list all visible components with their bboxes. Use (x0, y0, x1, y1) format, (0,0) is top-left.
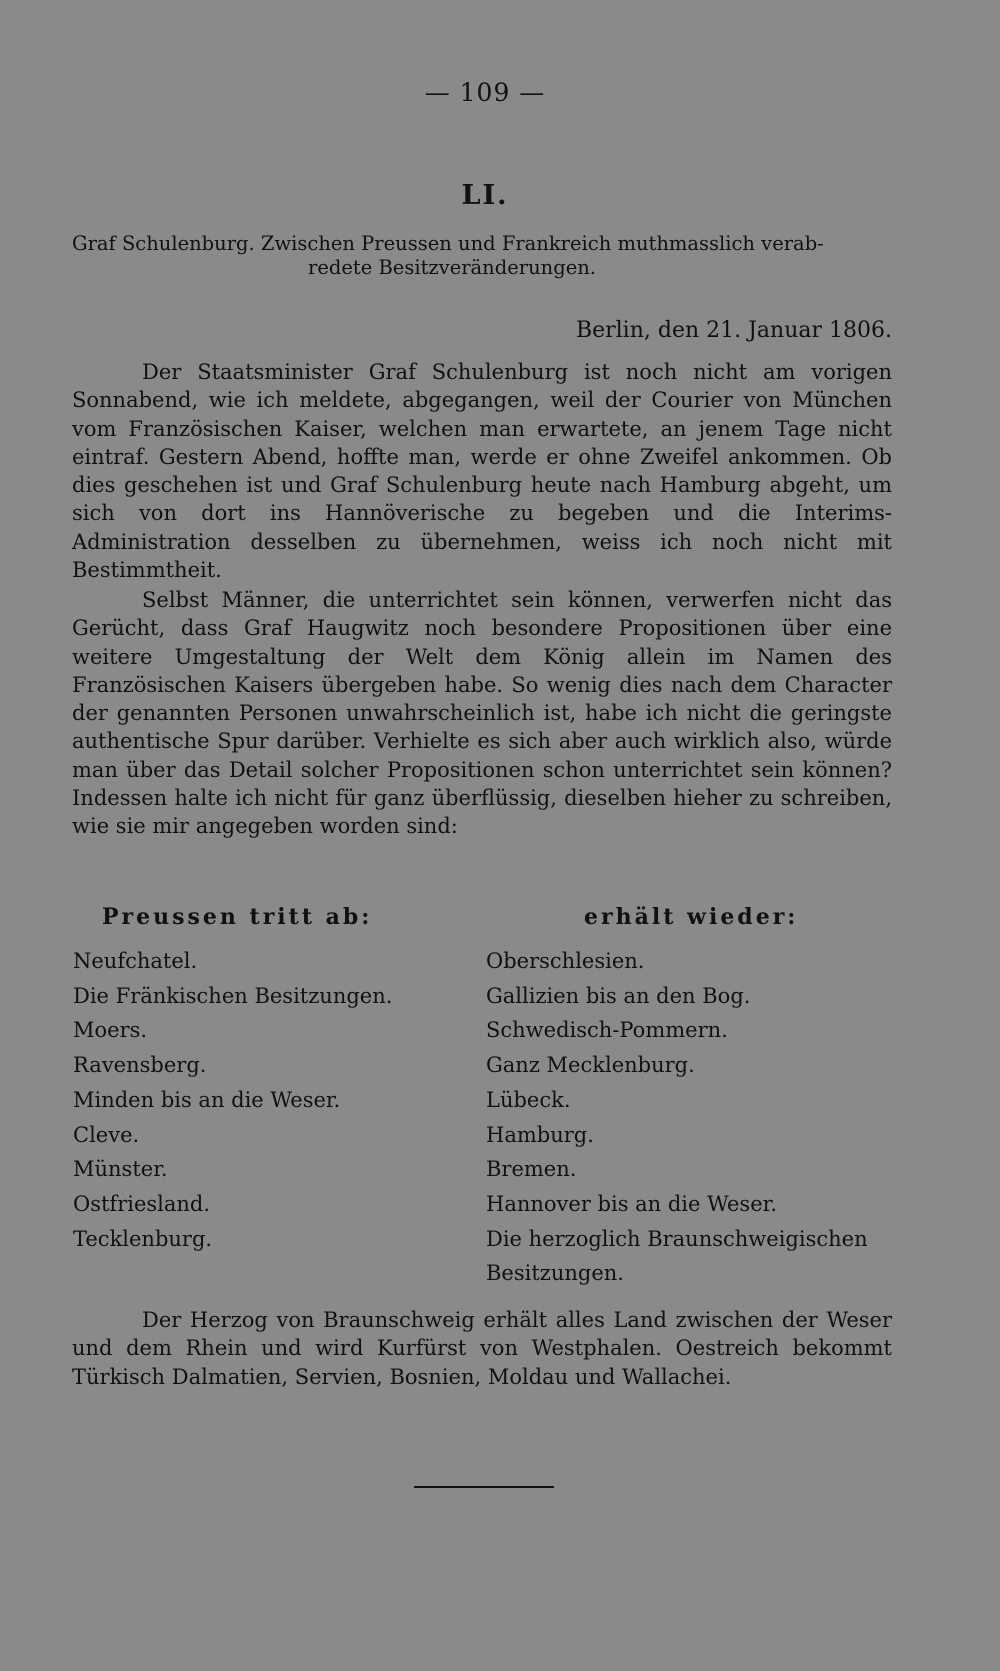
paragraph-text: Selbst Männer, die unterrichtet sein können, verwerfen nicht das Gerücht, dass Graf Haugwitz noch besondere Propositionen über eine weitere Umgestaltung der Welt dem König allein im Namen des Französischen Kaisers übergeben habe. So wenig dies nach dem Character der genannten Personen unwahrscheinlich ist, habe ich nicht die geringste authentische Spur darüber. Verhielte es sich aber auch wirklich also, würde man über das Detail solcher Propositionen schon unterrichtet sein können? Indessen halte ich nicht für ganz überflüssig, dieselben hieher zu schreiben, wie sie mir angegeben worden sind: (72, 588, 892, 839)
closing-rule (414, 1486, 554, 1488)
list-receives (486, 944, 896, 1291)
paragraph-3 (72, 1306, 892, 1391)
list-header-cedes: Preussen tritt ab: (102, 904, 373, 930)
list-item: Moers. (73, 1018, 148, 1043)
summary-line-2: redete Besitzveränderungen. (308, 256, 596, 279)
section-summary (72, 232, 892, 280)
list-item: Bremen. (486, 1157, 577, 1182)
page-number: — 109 — (424, 78, 546, 107)
list-item: Hannover bis an die Weser. (486, 1191, 778, 1216)
list-item: Lübeck. (486, 1087, 571, 1112)
list-item: Neufchatel. (73, 949, 198, 973)
list-cedes (73, 944, 392, 1256)
paragraph-text: Der Staatsminister Graf Schulenburg ist noch nicht am vorigen Sonnabend, wie ich meldete, abgegangen, weil der Courier von München vom Französischen Kaiser, welchen man erwartete, an jenem Tage nicht eintraf. Gestern Abend, hoffte man, werde er ohne Zweifel ankommen. Ob dies geschehen ist und Graf Schulenburg heute nach Hamburg abgeht, um sich von dort ins Hannöverische zu begeben und die Interims-Administration desselben zu übernehmen, weiss ich noch nicht mit Bestimmtheit. (72, 360, 892, 583)
list-item: Gallizien bis an den Bog. (486, 983, 751, 1008)
list-item: Minden bis an die Weser. (73, 1087, 341, 1112)
list-item: Tecklenburg. (73, 1226, 213, 1251)
list-item: Schwedisch-Pommern. (486, 1018, 728, 1043)
list-item: Die Fränkischen Besitzungen. (73, 983, 393, 1008)
section-number: LI. (461, 180, 509, 211)
paragraph-2 (72, 586, 892, 841)
list-item: Ravensberg. (73, 1053, 207, 1078)
list-item: Cleve. (73, 1122, 140, 1147)
paragraph-text: Der Herzog von Braunschweig erhält alles Land zwischen der Weser und dem Rhein und wird Kurfürst von Westphalen. Oestreich bekommt Türkisch Dalmatien, Servien, Bosnien, Moldau und Wallachei. (72, 1308, 892, 1389)
list-item: Hamburg. (486, 1122, 594, 1147)
list-header-receives: erhält wieder: (584, 904, 799, 930)
list-item: Ostfriesland. (73, 1191, 211, 1216)
list-item: Die herzoglich Braunschweigischen Besitzungen. (486, 1226, 868, 1286)
summary-line-1: Graf Schulenburg. Zwischen Preussen und Frankreich muthmasslich verab- (72, 232, 824, 255)
dateline: Berlin, den 21. Januar 1806. (575, 318, 892, 343)
list-item: Münster. (73, 1157, 168, 1182)
list-item: Oberschlesien. (486, 949, 645, 973)
paragraph-1 (72, 358, 892, 584)
list-item: Ganz Mecklenburg. (486, 1053, 695, 1078)
